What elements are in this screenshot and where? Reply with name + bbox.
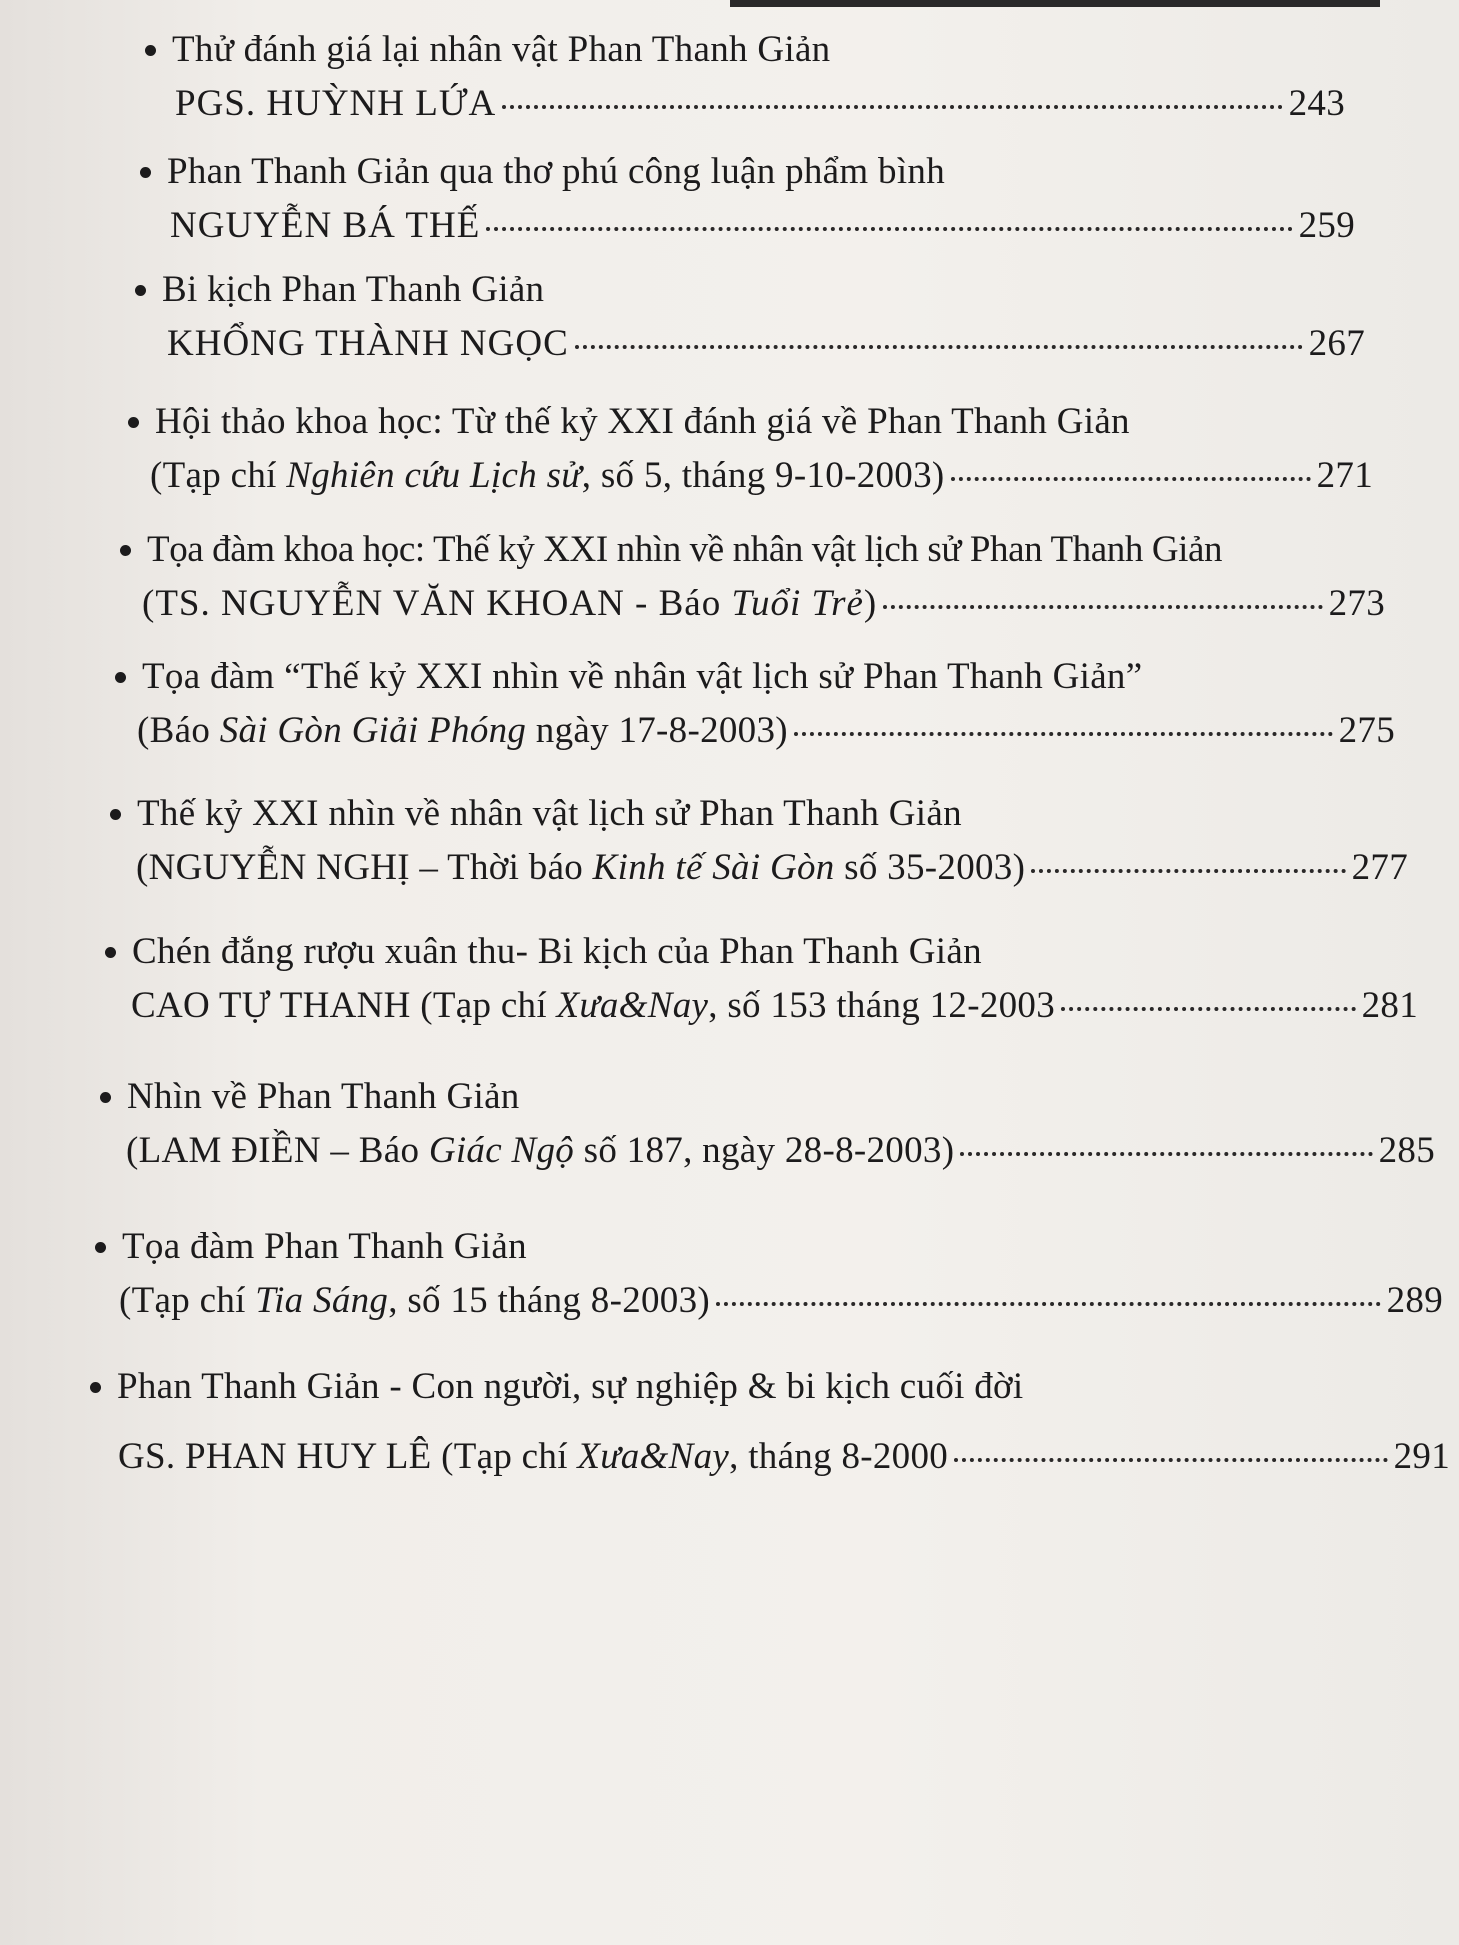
entry-title: Hội thảo khoa học: Từ thế kỷ XXI đánh giá về Phan Thanh Giản: [155, 401, 1130, 442]
bullet-icon: [140, 167, 151, 178]
entry-title: Tọa đàm Phan Thanh Giản: [122, 1226, 527, 1267]
source-text: (Tạp chí: [119, 1280, 256, 1321]
source-text: số 187, ngày 28-8-2003): [574, 1130, 955, 1171]
page-number: 291: [1393, 1436, 1450, 1477]
toc-entry: [110, 792, 1408, 890]
toc-entry: [120, 528, 1385, 626]
entry-source: [137, 709, 788, 753]
dot-leader: [716, 1302, 1381, 1306]
entry-source: [131, 984, 1055, 1028]
page-number: 259: [1298, 205, 1355, 246]
publication-name: Xưa&Nay: [577, 1436, 730, 1477]
source-text: NGUYỄN BÁ THẾ: [170, 205, 481, 246]
bullet-icon: [115, 672, 126, 683]
entry-source: [119, 1279, 710, 1323]
page-number: 277: [1351, 847, 1408, 888]
publication-name: Giác Ngộ: [428, 1130, 575, 1171]
entry-title: Chén đắng rượu xuân thu- Bi kịch của Phan Thanh Giản: [132, 931, 982, 972]
source-text: (Tạp chí: [150, 455, 287, 496]
dot-leader: [794, 732, 1333, 736]
publication-name: Nghiên cứu Lịch sử: [286, 455, 582, 496]
bullet-icon: [90, 1382, 101, 1393]
publication-name: Tia Sáng: [255, 1280, 389, 1321]
entry-title: Nhìn về Phan Thanh Giản: [127, 1076, 520, 1117]
toc-entry: [135, 268, 1365, 366]
entry-title: Tọa đàm khoa học: Thế kỷ XXI nhìn về nhân vật lịch sử Phan Thanh Giản: [147, 529, 1223, 570]
source-text: GS. PHAN HUY LÊ (Tạp chí: [118, 1436, 578, 1477]
page-number: 275: [1338, 710, 1395, 751]
dot-leader: [883, 605, 1322, 609]
source-text: , số 15 tháng 8-2003): [388, 1280, 711, 1321]
source-text: số 35-2003): [834, 847, 1026, 888]
dot-leader: [951, 477, 1311, 481]
publication-name: Xưa&Nay: [556, 985, 709, 1026]
source-text: KHỔNG THÀNH NGỌC: [167, 323, 569, 364]
top-rule: [730, 0, 1380, 7]
bullet-icon: [128, 417, 139, 428]
bullet-icon: [105, 947, 116, 958]
page-number: 243: [1288, 83, 1345, 124]
bullet-icon: [145, 45, 156, 56]
toc-entry: [115, 655, 1395, 753]
toc-entry: [145, 28, 1345, 126]
source-text: , tháng 8-2000: [729, 1436, 949, 1477]
bullet-icon: [135, 285, 146, 296]
source-text: , số 153 tháng 12-2003: [708, 985, 1056, 1026]
source-text: , số 5, tháng 9-10-2003): [581, 455, 945, 496]
bullet-icon: [95, 1242, 106, 1253]
page-number: 289: [1386, 1280, 1443, 1321]
source-text: PGS. HUỲNH LỨA: [175, 83, 497, 124]
entry-title: Phan Thanh Giản qua thơ phú công luận phẩm bình: [167, 151, 946, 192]
entry-source: [118, 1435, 948, 1479]
toc-entry: [90, 1365, 1450, 1479]
dot-leader: [502, 105, 1282, 109]
dot-leader: [575, 345, 1303, 349]
entry-source: [150, 454, 945, 498]
entry-source: [167, 322, 569, 366]
toc-entry: [128, 400, 1373, 498]
entry-source: [136, 846, 1025, 890]
dot-leader: [486, 227, 1292, 231]
entry-source: [170, 204, 480, 248]
dot-leader: [1031, 869, 1345, 873]
bullet-icon: [110, 809, 121, 820]
publication-name: Kinh tế Sài Gòn: [592, 847, 835, 888]
dot-leader: [954, 1458, 1388, 1462]
entry-source: [126, 1129, 954, 1173]
toc-entry: [140, 150, 1355, 248]
publication-name: Tuổi Trẻ: [731, 583, 864, 624]
entry-title: Thế kỷ XXI nhìn về nhân vật lịch sử Phan Thanh Giản: [137, 793, 962, 834]
toc-entry: [95, 1225, 1443, 1323]
page-number: 271: [1316, 455, 1373, 496]
source-text: (TS. NGUYỄN VĂN KHOAN - Báo: [142, 583, 732, 624]
entry-title: Phan Thanh Giản - Con người, sự nghiệp & bi kịch cuối đời: [117, 1366, 1024, 1407]
entry-title: Thử đánh giá lại nhân vật Phan Thanh Giản: [172, 29, 831, 70]
page-number: 267: [1308, 323, 1365, 364]
bullet-icon: [120, 545, 131, 556]
bullet-icon: [100, 1092, 111, 1103]
toc-entry: [100, 1075, 1435, 1173]
dot-leader: [960, 1152, 1372, 1156]
page-number: 281: [1361, 985, 1418, 1026]
page-number: 273: [1328, 583, 1385, 624]
page-number: 285: [1378, 1130, 1435, 1171]
dot-leader: [1061, 1007, 1356, 1011]
source-text: (Báo: [137, 710, 220, 751]
toc-entry: [105, 930, 1418, 1028]
source-text: (LAM ĐIỀN – Báo: [126, 1130, 429, 1171]
source-text: CAO TỰ THANH (Tạp chí: [131, 985, 557, 1026]
source-text: ): [863, 583, 878, 624]
source-text: ngày 17-8-2003): [526, 710, 788, 751]
entry-title: Bi kịch Phan Thanh Giản: [162, 269, 545, 310]
entry-source: [175, 82, 496, 126]
entry-source: [142, 582, 877, 626]
publication-name: Sài Gòn Giải Phóng: [219, 710, 527, 751]
entry-title: Tọa đàm “Thế kỷ XXI nhìn về nhân vật lịch sử Phan Thanh Giản”: [142, 656, 1143, 697]
source-text: (NGUYỄN NGHỊ – Thời báo: [136, 847, 593, 888]
